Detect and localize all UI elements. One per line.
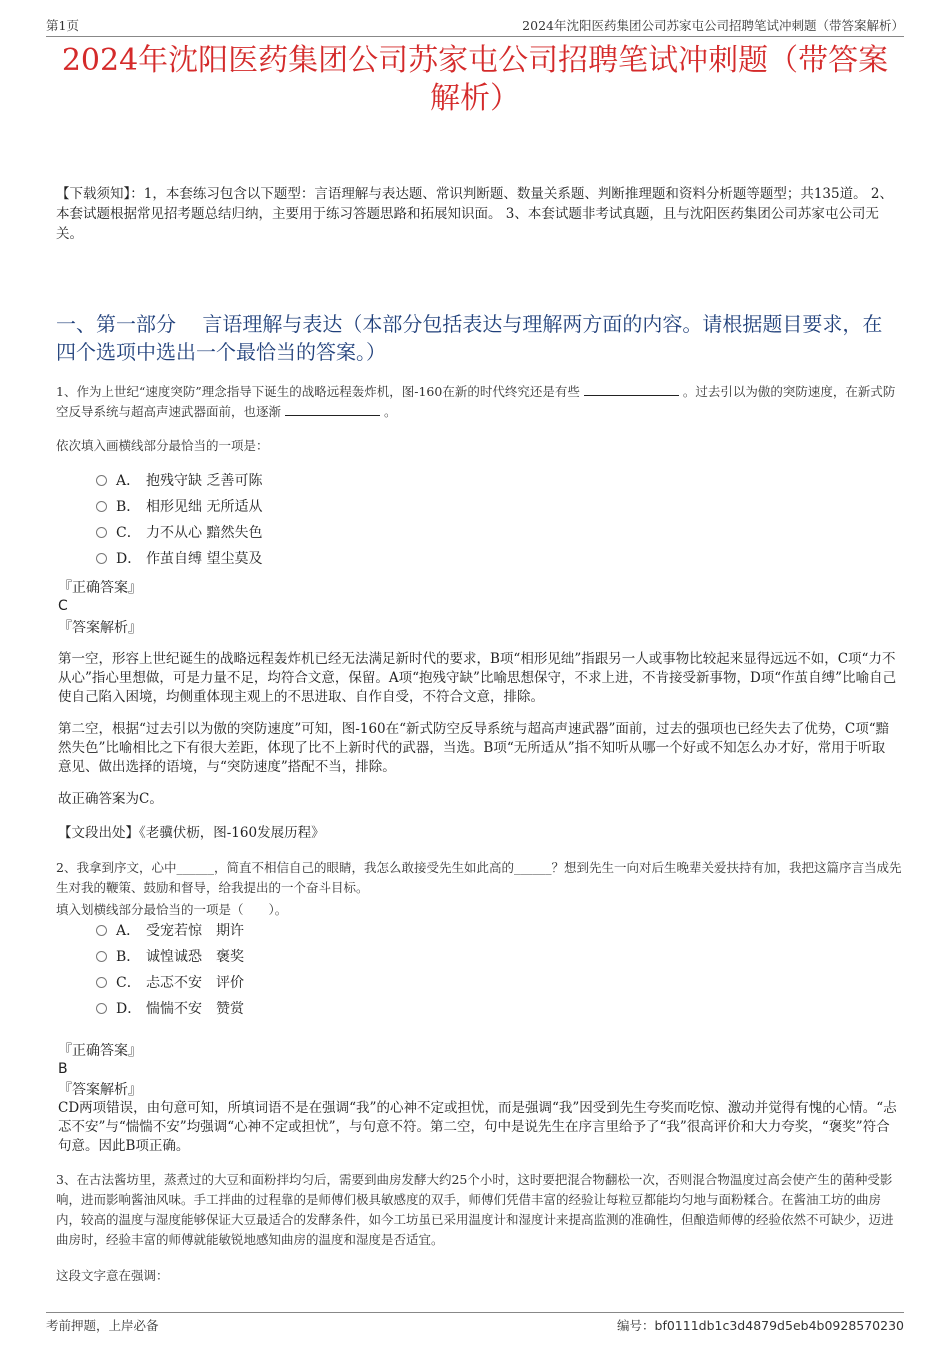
radio-icon[interactable] [96, 951, 107, 962]
q1-option-b[interactable]: B． 相形见绌 无所适从 [96, 497, 262, 517]
q2-option-d[interactable]: D． 惴惴不安 赞赏 [96, 999, 244, 1019]
radio-icon[interactable] [96, 527, 107, 538]
q2-answer-label: 『正确答案』 [58, 1043, 142, 1059]
document-title: 2024年沈阳医药集团公司苏家屯公司招聘笔试冲刺题（带答案解析） [61, 43, 889, 116]
q1-analysis-label: 『答案解析』 [58, 620, 142, 636]
q1-option-c[interactable]: C． 力不从心 黯然失色 [96, 523, 262, 543]
download-notice: 【下载须知】：1，本套练习包含以下题型：言语理解与表达题、常识判断题、数量关系题、判断推理题和资料分析题等题型；共135道。 2、本套试题根据常见招考题总结归纳，主要用于练习答题思路和拓展知识面。 3、本套试题非考试真题，且与沈阳医药集团公司苏家屯公司无关。 [56, 186, 893, 242]
answer-blank [285, 403, 380, 416]
q1-analysis-paragraph: 第二空，根据“过去引以为傲的突防速度”可知，图-160在“新式防空反导系统与超高声速武器”面前，过去的强项也已经失去了优势，C项“黯然失色”比喻相比之下有很大差距，体现了比不上新时代的武器，当选。B项“无所适从”指不知听从哪一个好或不知怎么办才好，常用于听取意见、做出选择的语境，与“突防速度”搭配不当，排除。 [58, 721, 890, 775]
q2-option-b[interactable]: B． 诚惶诚恐 褒奖 [96, 947, 244, 967]
page-number: 第1页 [46, 18, 79, 33]
radio-icon[interactable] [96, 925, 107, 936]
q2-analysis-label: 『答案解析』 [58, 1082, 142, 1098]
q2-option-a[interactable]: A． 受宠若惊 期许 [96, 921, 244, 941]
question-3-stem: 3、在古法酱坊里，蒸煮过的大豆和面粉拌均匀后，需要到曲房发酵大约25个小时，这时要把混合物翻松一次，否则混合物温度过高会使产生的菌种受影响，进而影响酱油风味。手工拌曲的过程靠的是师傅们极具敏感度的双手，师傅们凭借丰富的经验让每粒豆都能均匀地与面粉糅合。在酱油工坊的曲房内，较高的温度与湿度能够保证大豆最适合的发酵条件，如今工坊虽已采用温度计和湿度计来提高监测的准确性，但酿造师傅的经验依然不可缺少，迈进曲房时，经验丰富的师傅就能敏锐地感知曲房的温度和湿度是否适宜。 [56, 1172, 894, 1247]
section-heading: 一、第一部分 言语理解与表达（本部分包括表达与理解两方面的内容。请根据题目要求，在四个选项中选出一个最恰当的答案。） [56, 312, 883, 364]
q1-analysis-paragraph: 第一空，形容上世纪诞生的战略远程轰炸机已经无法满足新时代的要求，B项“相形见绌”指跟另一人或事物比较起来显得远远不如，C项“力不从心”指心里想做，可是力量不足，均符合文意，保留。A项“抱残守缺”比喻思想保守，不求上进，不肯接受新事物，D项“作茧自缚”比喻自己使自己陷入困境，均侧重体现主观上的不思进取、自作自受，不符合文意，排除。 [58, 651, 897, 705]
q1-answer: C [58, 598, 68, 614]
radio-icon[interactable] [96, 553, 107, 564]
question-2-prompt: 填入划横线部分最恰当的一项是（ ）。 [56, 902, 288, 917]
q1-option-d[interactable]: D． 作茧自缚 望尘莫及 [96, 549, 262, 569]
radio-icon[interactable] [96, 501, 107, 512]
page-header [46, 16, 904, 37]
footer-code: 编号：bf0111db1c3d4879d5eb4b0928570230 [617, 1318, 904, 1333]
q1-option-a[interactable]: A． 抱残守缺 乏善可陈 [96, 471, 262, 491]
q2-option-c[interactable]: C． 忐忑不安 评价 [96, 973, 244, 993]
q1-source: 【文段出处】《老骥伏枥，图-160发展历程》 [58, 825, 325, 841]
radio-icon[interactable] [96, 475, 107, 486]
question-2-stem: 2、我拿到序文，心中______，简直不相信自己的眼睛，我怎么敢接受先生如此高的______？想到先生一向对后生晚辈关爱扶持有加，我把这篇序言当成先生对我的鞭策、鼓励和督导，给我提出的一个奋斗目标。 [56, 860, 902, 895]
q2-answer: B [58, 1061, 68, 1077]
question-1-prompt: 依次填入画横线部分最恰当的一项是： [56, 438, 269, 453]
page-footer [46, 1312, 904, 1333]
q1-answer-label: 『正确答案』 [58, 580, 142, 596]
q1-analysis-conclusion: 故正确答案为C。 [58, 791, 163, 807]
radio-icon[interactable] [96, 1003, 107, 1014]
radio-icon[interactable] [96, 977, 107, 988]
q2-analysis: CD两项错误，由句意可知，所填词语不是在强调“我”的心神不定或担忧，而是强调“我”因受到先生夸奖而吃惊、激动并觉得有愧的心情。“忐忑不安”与“惴惴不安”均强调“心神不定或担忧”，与句意不符。第二空，句中是说先生在序言里给予了“我”很高评价和大力夸奖，“褒奖”符合句意。因此B项正确。 [58, 1100, 897, 1154]
answer-blank [584, 383, 679, 396]
question-3-prompt: 这段文字意在强调： [56, 1268, 169, 1283]
question-1-stem: 1、作为上世纪“速度突防”理念指导下诞生的战略远程轰炸机，图-160在新的时代终究还是有些 。过去引以为傲的突防速度，在新式防空反导系统与超高声速武器面前，也逐渐 。 [56, 384, 896, 419]
footer-slogan: 考前押题，上岸必备 [46, 1318, 159, 1333]
header-doc-title: 2024年沈阳医药集团公司苏家屯公司招聘笔试冲刺题（带答案解析） [522, 18, 904, 33]
